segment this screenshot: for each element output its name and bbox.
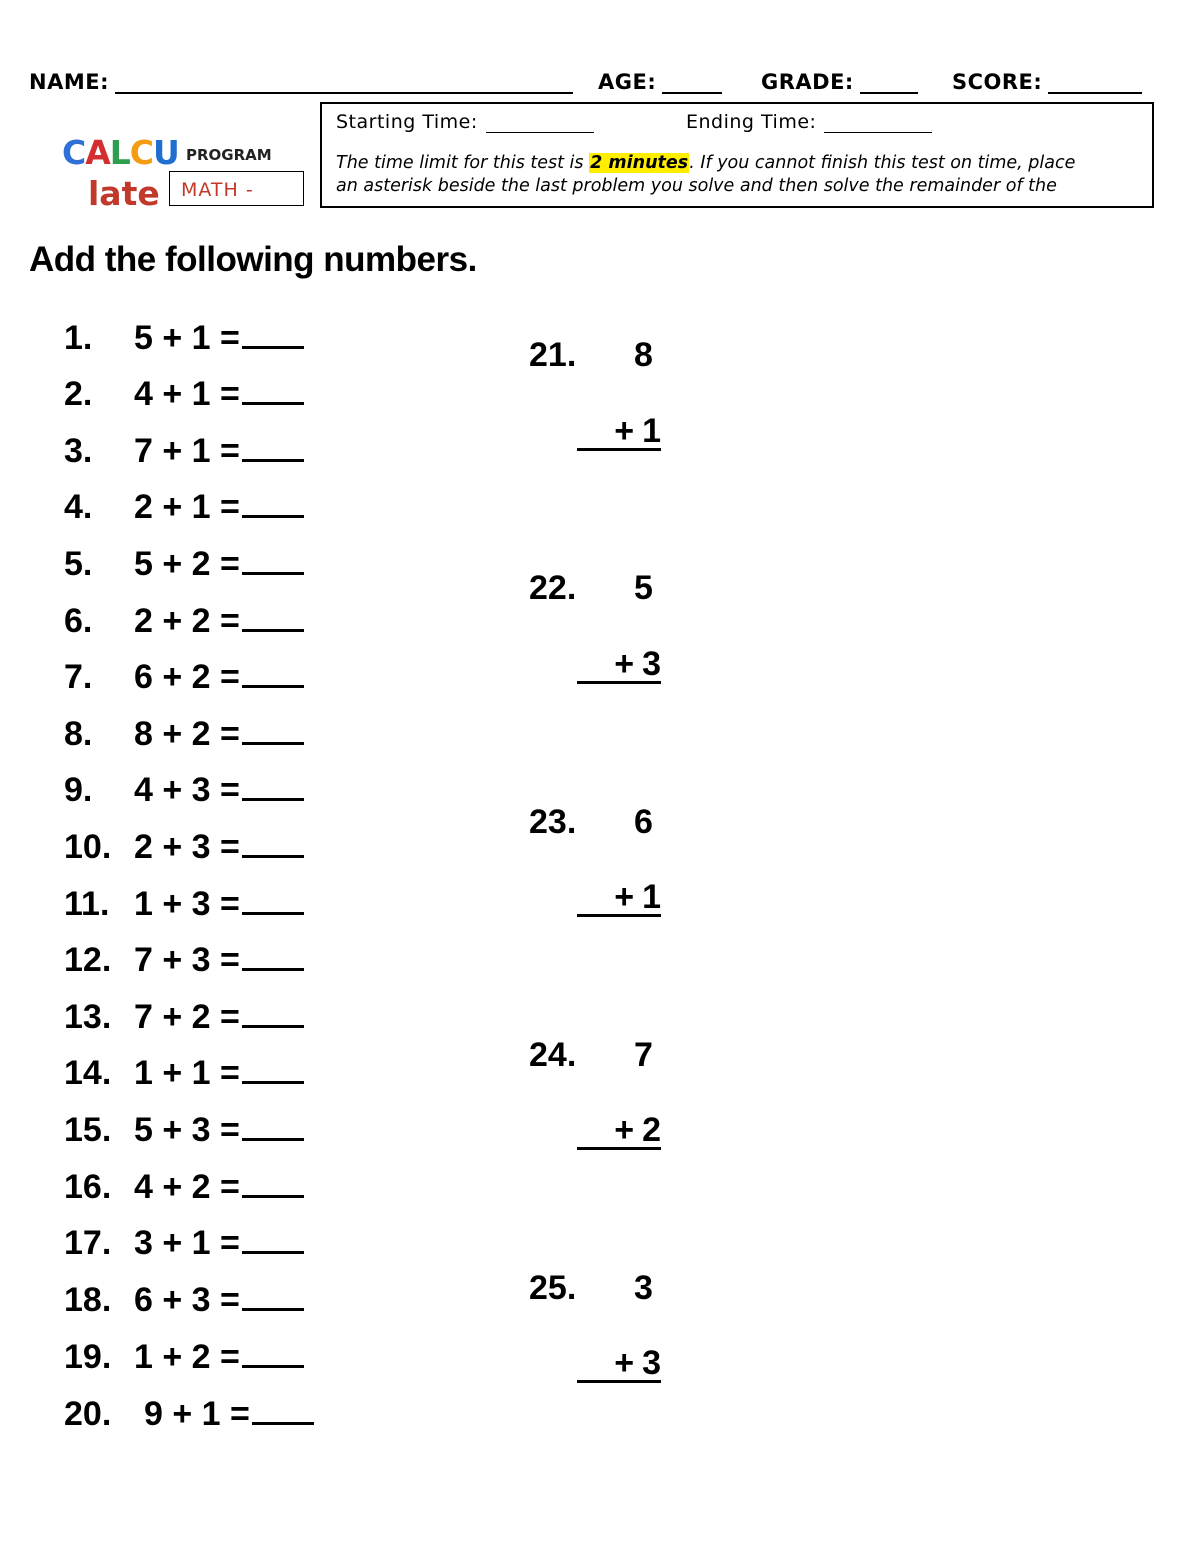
problem-number: 7. [64,658,93,696]
score-label: SCORE: [952,70,1043,94]
problem-row [64,938,304,984]
vertical-problem-bottom[interactable] [577,1346,661,1383]
logo-letter: C [129,133,154,172]
problem-row [64,1165,304,1211]
logo-letter: C [62,133,86,172]
vertical-problem-operator: + [614,645,643,683]
problem-expression: 1 + 3 = [134,885,240,923]
logo-letter: L [109,133,130,172]
problem-row [64,768,304,814]
instructions-line-2: an asterisk beside the last problem you solve and then solve the remainder of the [336,176,1057,196]
age-field[interactable] [598,70,722,94]
problem-expression: 5 + 3 = [134,1111,240,1149]
problem-expression: 5 + 2 = [134,545,240,583]
answer-blank[interactable] [242,542,304,575]
instructions-text [336,152,1146,198]
vertical-problem-top: 7 [634,1036,653,1074]
vertical-problem-operator: + [614,878,643,916]
logo-program: PROGRAM [186,146,272,164]
score-line [1048,70,1142,94]
answer-blank[interactable] [252,1392,314,1425]
problem-row [64,825,304,871]
answer-blank[interactable] [242,429,304,462]
problem-expression: 5 + 1 = [134,319,240,357]
vertical-problem-number: 23. [529,803,577,841]
vertical-problem-bottom[interactable] [577,647,661,684]
name-label: NAME: [29,70,109,94]
age-line [662,70,722,94]
problem-number: 6. [64,602,93,640]
problem-row [64,882,304,928]
vertical-problem-number: 22. [529,569,577,607]
logo-late: late [88,174,160,213]
vertical-problem-number: 25. [529,1269,577,1307]
problem-row [64,316,304,362]
problem-number: 9. [64,771,93,809]
problem-number: 12. [64,941,112,979]
problem-expression: 6 + 3 = [134,1281,240,1319]
grade-label: GRADE: [761,70,854,94]
answer-blank[interactable] [242,316,304,349]
vertical-problem-operator: + [614,1111,643,1149]
ending-time-line [824,114,932,133]
problem-number: 14. [64,1054,112,1092]
grade-line [860,70,918,94]
vertical-problem-addend: 1 [642,412,661,450]
answer-blank[interactable] [242,1108,304,1141]
answer-blank[interactable] [242,1221,304,1254]
instructions-line-1 [336,152,1146,175]
starting-time-label: Starting Time: [336,111,478,133]
problem-expression: 2 + 2 = [134,602,240,640]
page-title: Add the following numbers. [29,240,477,279]
problem-number: 4. [64,488,93,526]
problem-row [64,1051,304,1097]
problem-expression: 7 + 3 = [134,941,240,979]
problem-expression: 1 + 1 = [134,1054,240,1092]
grade-field[interactable] [761,70,918,94]
name-line [115,70,573,94]
answer-blank[interactable] [242,1165,304,1198]
vertical-problem-top: 8 [634,336,653,374]
instructions-line-1-start: The time limit for this test is [336,153,590,173]
instructions-line-1-end: . If you cannot finish this test on time, place [689,153,1076,173]
vertical-problem-bottom[interactable] [577,880,661,917]
problem-number: 17. [64,1224,112,1262]
vertical-problem-bottom[interactable] [577,1113,661,1150]
problem-expression: 4 + 1 = [134,375,240,413]
problem-row [64,1335,304,1381]
problem-number: 10. [64,828,112,866]
problem-row [64,995,304,1041]
problem-number: 11. [64,885,110,923]
problem-expression: 3 + 1 = [134,1224,240,1262]
problem-row [64,485,304,531]
answer-blank[interactable] [242,599,304,632]
vertical-problem-top: 3 [634,1269,653,1307]
starting-time-line [486,114,594,133]
problem-expression: 6 + 2 = [134,658,240,696]
age-label: AGE: [598,70,657,94]
name-field[interactable] [29,70,573,94]
answer-blank[interactable] [242,995,304,1028]
problem-row [64,372,304,418]
answer-blank[interactable] [242,372,304,405]
vertical-problem-number: 21. [529,336,577,374]
problem-expression: 4 + 3 = [134,771,240,809]
answer-blank[interactable] [242,1278,304,1311]
problem-expression: 9 + 1 = [144,1395,250,1433]
problem-row [64,1221,304,1267]
problem-number: 5. [64,545,93,583]
problem-expression: 4 + 2 = [134,1168,240,1206]
problem-number: 20. [64,1395,112,1433]
problem-number: 19. [64,1338,112,1376]
problem-expression: 1 + 2 = [134,1338,240,1376]
problem-expression: 8 + 2 = [134,715,240,753]
problem-row [64,1392,314,1438]
ending-time-field[interactable] [686,111,932,133]
answer-blank[interactable] [242,882,304,915]
problem-number: 16. [64,1168,112,1206]
problem-number: 1. [64,319,93,357]
vertical-problem-top: 6 [634,803,653,841]
problem-expression: 2 + 1 = [134,488,240,526]
logo-letter: U [153,133,179,172]
answer-blank[interactable] [242,655,304,688]
problem-number: 8. [64,715,93,753]
answer-blank[interactable] [242,1051,304,1084]
problem-expression: 2 + 3 = [134,828,240,866]
ending-time-label: Ending Time: [686,111,817,133]
vertical-problem-top: 5 [634,569,653,607]
answer-blank[interactable] [242,712,304,745]
vertical-problem-addend: 2 [642,1111,661,1149]
problem-number: 2. [64,375,93,413]
vertical-problem-addend: 3 [642,1344,661,1382]
answer-blank[interactable] [242,1335,304,1368]
problem-expression: 7 + 2 = [134,998,240,1036]
answer-blank[interactable] [242,938,304,971]
logo-calcu [62,133,179,172]
starting-time-field[interactable] [336,111,594,133]
problem-expression: 7 + 1 = [134,432,240,470]
problem-number: 3. [64,432,93,470]
vertical-problem-addend: 3 [642,645,661,683]
math-label: MATH - [181,179,254,201]
vertical-problem-addend: 1 [642,878,661,916]
problem-row [64,542,304,588]
problem-row [64,712,304,758]
vertical-problem-bottom[interactable] [577,414,661,451]
vertical-problem-operator: + [614,412,643,450]
answer-blank[interactable] [242,825,304,858]
logo-letter: A [85,133,110,172]
vertical-problem-operator: + [614,1344,643,1382]
vertical-problem-number: 24. [529,1036,577,1074]
answer-blank[interactable] [242,768,304,801]
problem-row [64,599,304,645]
problem-number: 13. [64,998,112,1036]
problem-row [64,655,304,701]
problem-row [64,1108,304,1154]
answer-blank[interactable] [242,485,304,518]
problem-row [64,1278,304,1324]
score-field[interactable] [952,70,1142,94]
problem-number: 18. [64,1281,112,1319]
problem-number: 15. [64,1111,112,1149]
time-limit-highlight: 2 minutes [590,153,689,173]
problem-row [64,429,304,475]
